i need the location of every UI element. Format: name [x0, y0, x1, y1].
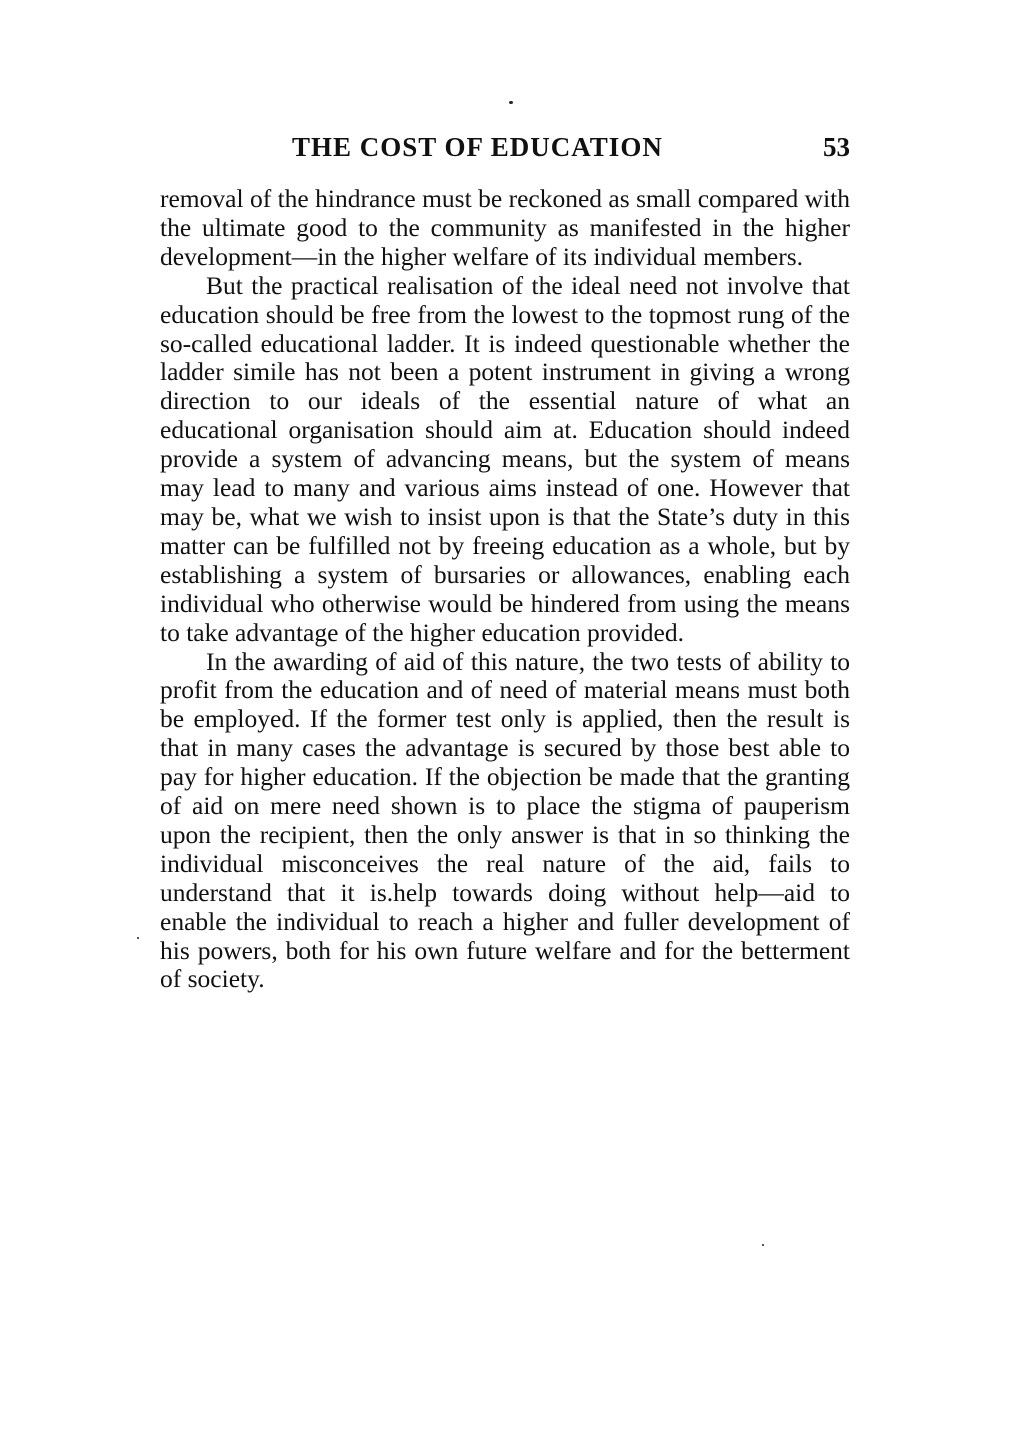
page-number: 53 — [823, 132, 850, 162]
body-text — [160, 185, 850, 994]
ink-speck — [137, 937, 139, 939]
running-title: THE COST OF EDUCATION — [292, 132, 663, 162]
paragraph: But the practical realisation of the ideal need not involve that education should be free from the lowest to the topmost rung of the so-called educational ladder. It is indeed questionable whether the ladder simile has not been a potent instrument in giving a wrong direction to our ideals of the essential nature of what an educational organisation should aim at. Education should indeed provide a system of advancing means, but the system of means may lead to many and various aims instead of one. However that may be, what we wish to insist upon is that the State’s duty in this matter can be fulfilled not by freeing education as a whole, but by establishing a system of bursaries or allowances, enabling each individual who otherwise would be hindered from using the means to take advantage of the higher education provided. — [160, 270, 850, 647]
ink-speck — [509, 101, 513, 104]
paragraph: In the awarding of aid of this nature, the two tests of ability to profit from the education and of need of material means must both be employed. If the former test only is applied, then the result is that in many cases the advantage is secured by those best able to pay for higher education. If the objection be made that the granting of aid on mere need shown is to place the stigma of pauperism upon the recipient, then the only answer is that in so thinking the individual misconceives the real nature of the aid, fails to understand that it is.help towards doing without help—aid to enable the individual to reach a higher and fuller development of his powers, both for his own future welfare and for the betterment of society. — [160, 646, 850, 994]
page-header — [160, 132, 850, 166]
paragraph-continued: removal of the hindrance must be reckoned as small compared with the ultimate good to the community as manifested in the higher development—in the higher welfare of its individual members. — [160, 184, 850, 271]
ink-speck — [762, 1244, 764, 1246]
